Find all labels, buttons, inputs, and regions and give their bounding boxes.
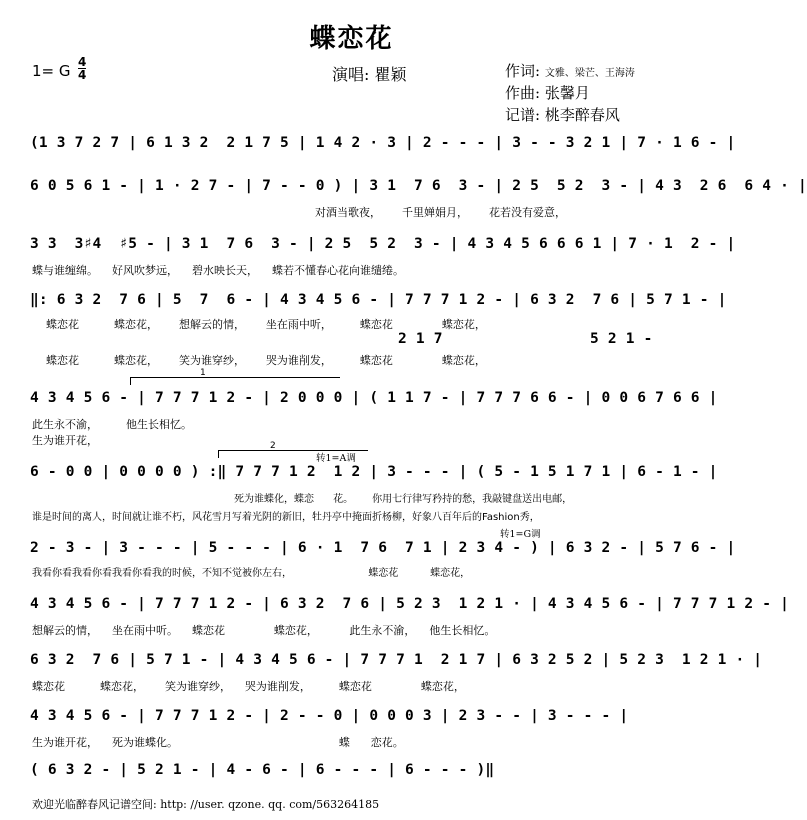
staff-line-9: 6 3 2 7 6 | 5 7 1 - | 4 3 4 5 6 - | 7 7 7 1 2 1 7 | 6 3 2 5 2 | 5 2 3 1 2 1 · | [30, 652, 763, 668]
lyric-line-10: 生为谁开花， 死为谁蝶化。 蝶 恋花。 [32, 736, 404, 749]
staff-line-2: 6 0 5 6 1 - | 1 · 2 7 - | 7 - - 0 ) | 3 1 7 6 3 - | 2 5 5 2 3 - | 4 3 2 6 6 4 · | [30, 178, 807, 194]
lyric-line-2: 对酒当歌夜， 千里婵娟月， 花若没有爱意， [315, 206, 566, 219]
transcriber-credit: 记谱: 桃李醉春风 [505, 106, 620, 124]
lyricist-credit: 作词: 文雅、梁芒、王海涛 [505, 62, 635, 80]
lyric-line-9: 蝶恋花 蝶恋花， 笑为谁穿纱， 哭为谁削发， 蝶恋花 蝶恋花， [32, 680, 465, 693]
lyric-line-6: 死为谁蝶化，蝶恋 花。 你用七行律写矜持的愁，我敲键盘送出电邮， [234, 494, 573, 505]
lyric-line-5a: 此生永不渝， 他生长相忆。 [32, 418, 192, 431]
lyric-line-6b: 谁是时间的离人，时间就让谁不朽，风花雪月写着光阴的新旧，牡丹亭中掩面折杨柳，好象八百年后的Fashion秀， [32, 512, 540, 523]
key-signature: 1= G [32, 62, 71, 80]
lyric-line-4a: 蝶恋花 蝶恋花， 想解云的情， 坐在雨中听， 蝶恋花 蝶恋花， [46, 318, 486, 331]
alt-notes-1: 2 1 7 [398, 331, 443, 347]
staff-line-3: 3 3 3♯4 ♯5 - | 3 1 7 6 3 - | 2 5 5 2 3 - | 4 3 4 5 6 6 6 1 | 7 · 1 2 - | [30, 236, 736, 252]
staff-line-4: ‖: 6 3 2 7 6 | 5 7 6 - | 4 3 4 5 6 - | 7 7 7 1 2 - | 6 3 2 7 6 | 5 7 1 - | [30, 292, 727, 308]
staff-line-1: (1 3 7 2 7 | 6 1 3 2 2 1 7 5 | 1 4 2 · 3 | 2 - - - | 3 - - 3 2 1 | 7 · 1 6 - | [30, 135, 736, 151]
staff-line-5: 4 3 4 5 6 - | 7 7 7 1 2 - | 2 0 0 0 | ( 1 1 7 - | 7 7 7 6 6 - | 0 0 6 7 6 6 | [30, 390, 718, 406]
modulation-a: 转1=A调 [316, 453, 356, 464]
staff-line-6: 6 - 0 0 | 0 0 0 0 ) :‖ 7 7 7 1 2 1 2 | 3 - - - | ( 5 - 1 5 1 7 1 | 6 - 1 - | [30, 464, 718, 480]
lyric-line-5b: 生为谁开花， [32, 434, 98, 447]
staff-line-11: ( 6 3 2 - | 5 2 1 - | 4 - 6 - | 6 - - - | 6 - - - )‖ [30, 762, 495, 778]
staff-line-8: 4 3 4 5 6 - | 7 7 7 1 2 - | 6 3 2 7 6 | 5 2 3 1 2 1 · | 4 3 4 5 6 - | 7 7 7 1 2 - | [30, 596, 790, 612]
staff-line-10: 4 3 4 5 6 - | 7 7 7 1 2 - | 2 - - 0 | 0 0 0 3 | 2 3 - - | 3 - - - | [30, 708, 629, 724]
modulation-g: 转1=G调 [500, 529, 541, 540]
lyric-line-4b: 蝶恋花 蝶恋花， 笑为谁穿纱， 哭为谁削发， 蝶恋花 蝶恋花， [46, 354, 486, 367]
singer: 演唱: 瞿颖 [332, 65, 407, 84]
staff-line-7: 2 - 3 - | 3 - - - | 5 - - - | 6 · 1 7 6 7 1 | 2 3 4 - ) | 6 3 2 - | 5 7 6 - | [30, 540, 736, 556]
lyric-line-8: 想解云的情， 坐在雨中听。 蝶恋花 蝶恋花， 此生永不渝， 他生长相忆。 [32, 624, 496, 637]
volta-1-label: 1 [200, 368, 206, 378]
time-signature: 4 4 [78, 55, 87, 82]
song-title: 蝶恋花 [309, 24, 394, 54]
volta-2-label: 2 [270, 441, 276, 451]
lyric-line-3: 蝶与谁缠绵。 好风吹梦远， 碧水映长天， 蝶若不懂春心花向谁缱绻。 [32, 264, 404, 277]
alt-notes-2: 5 2 1 - [590, 331, 653, 347]
footer-link[interactable]: 欢迎光临醉春风记谱空间: http: //user. qzone. qq. com/563264185 [32, 798, 380, 811]
lyric-line-7: 我看你看我看你看我看你看我的时候，不知不觉被你左右， 蝶恋花 蝶恋花， [32, 568, 471, 579]
composer-credit: 作曲: 张馨月 [505, 84, 590, 102]
